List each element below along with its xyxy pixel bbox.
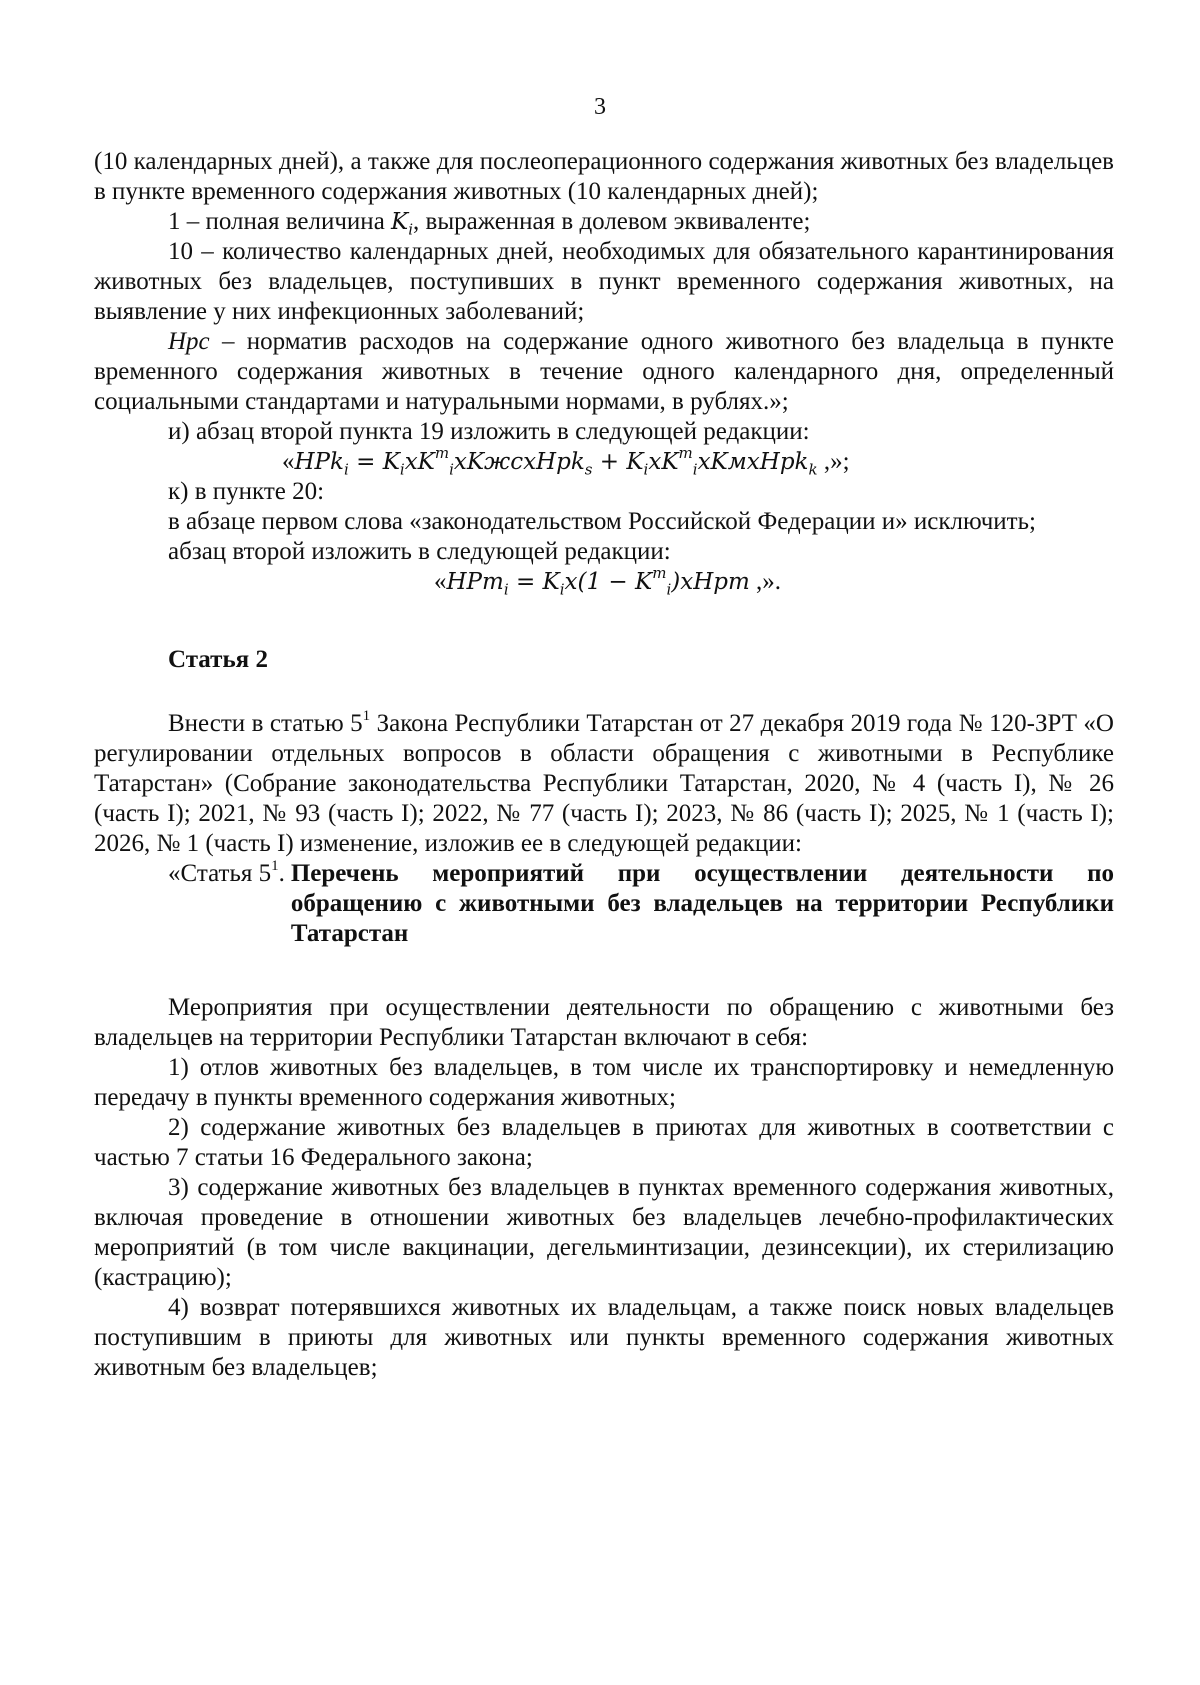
article-title (94, 859, 1114, 949)
article-title-text: Перечень мероприятий при осуществлении деятельности по обращению с животными без владельцев на территории Республики Татарстан (290, 860, 1114, 947)
paragraph-exclude-words: в абзаце первом слова «законодательством Российской Федерации и» исключить; (168, 508, 1036, 535)
list-item-3: 3) содержание животных без владельцев в пунктах временного содержания животных, включая проведение в отношении животных без владельцев лечебно-профилактических мероприятий (в том числе вакцинации, дегельминтизации, дезинсекции), их стерилизацию (кастрацию); (94, 1174, 1114, 1291)
article-heading: Статья 2 (168, 646, 268, 673)
formula-hpk: «$HPk_i = K_ixK^m_ixKжсxHpk_s$ + $K_ixK^m_ixKмxHpk_k$ ,»; (282, 444, 850, 479)
paragraph-item-k: к) в пункте 20: (168, 478, 325, 505)
nrs-definition-text: – норматив расходов на содержание одного животного без владельца в пункте временного содержания животных в течение одного календарного дня, определенный социальными стандартами и натуральными нормами, в рублях.»; (94, 328, 1114, 415)
article-intro: Внести в статью $5^1$ Закона Республики Татарстан от 27 декабря 2019 года № 120-ЗРТ «О регулировании отдельных вопросов в области обращения с животными в Республике Татарстан» (Собрание законодательства Республики Татарстан, 2020, № 4 (часть I), № 26 (часть I); 2021, № 93 (часть I); 2022, № 77 (часть I); 2023, № 86 (часть I); 2025, № 1 (часть I); 2026, № 1 (часть I) изменение, изложив ее в следующей редакции: (94, 707, 1114, 857)
formula-hpm: «$HPm_i = K_ix(1$ − $K^m_i)xHpm$ ,». (434, 564, 782, 599)
list-item-2: 2) содержание животных без владельцев в приютах для животных в соответствии с частью 7 статьи 16 Федерального закона; (94, 1114, 1114, 1171)
nrs-symbol: Нрс (168, 328, 210, 355)
list-item-4: 4) возврат потерявшихся животных их владельцам, а также поиск новых владельцев поступившим в приюты для животных или пункты временного содержания животных животным без владельцев; (94, 1294, 1114, 1381)
paragraph-quarantine-days: (10 календарных дней), а также для послеоперационного содержания животных без владельцев в пункте временного содержания животных (10 календарных дней); (94, 148, 1114, 205)
article-body-intro: Мероприятия при осуществлении деятельности по обращению с животными без владельцев на территории Республики Татарстан включают в себя: (94, 994, 1114, 1051)
paragraph-second-abzac: абзац второй изложить в следующей редакции: (168, 538, 671, 565)
ki-definition-prefix: 1 – полная величина (168, 208, 385, 235)
ki-symbol: $K_i$ (391, 209, 414, 239)
page-number: 3 (594, 94, 606, 120)
list-item-1: 1) отлов животных без владельцев, в том числе их транспортировку и немедленную передачу в пункты временного содержания животных; (94, 1054, 1114, 1111)
document-body (94, 147, 1114, 1383)
paragraph-ki-definition (94, 207, 1114, 237)
ki-definition-suffix: , выраженная в долевом эквиваленте; (413, 208, 811, 235)
paragraph-nrs-definition (94, 327, 1114, 417)
paragraph-ten-days: 10 – количество календарных дней, необходимых для обязательного карантинирования животных без владельцев, поступивших в пункт временного содержания животных, на выявление у них инфекционных заболеваний; (94, 238, 1114, 325)
paragraph-item-i: и) абзац второй пункта 19 изложить в следующей редакции: (168, 418, 810, 445)
article-title-lead: «Статья $5^1$. (168, 857, 285, 887)
